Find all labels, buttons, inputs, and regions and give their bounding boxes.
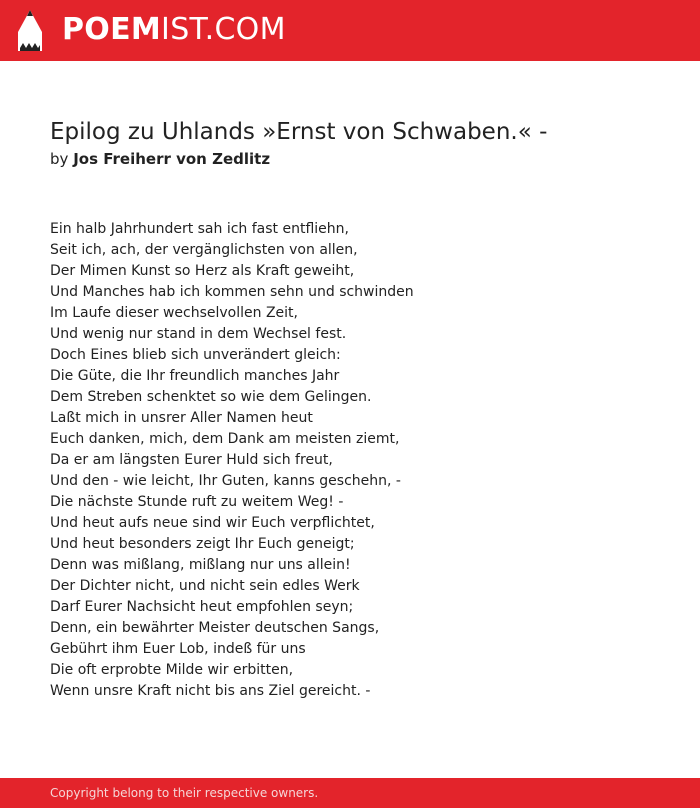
poem-line: Denn, ein bewährter Meister deutschen Sangs, — [50, 620, 380, 636]
poem-line: Laßt mich in unsrer Aller Namen heut — [50, 410, 313, 426]
poem-line: Die Güte, die Ihr freundlich manches Jahr — [50, 368, 340, 384]
poem-line: Und heut besonders zeigt Ihr Euch geneigt; — [50, 536, 355, 552]
poem-body — [50, 219, 670, 702]
poem-line: Im Laufe dieser wechselvollen Zeit, — [50, 305, 298, 321]
poem-line: Und heut aufs neue sind wir Euch verpflichtet, — [50, 515, 375, 531]
site-logo[interactable] — [62, 11, 286, 49]
poem-line: Denn was mißlang, mißlang nur uns allein! — [50, 557, 351, 573]
poem-line: Und den - wie leicht, Ihr Guten, kanns geschehn, - — [50, 473, 401, 489]
logo-bold-text: POEM — [62, 12, 162, 47]
poem-line: Euch danken, mich, dem Dank am meisten ziemt, — [50, 431, 400, 447]
site-footer — [0, 778, 700, 808]
poem-line: Doch Eines blieb sich unverändert gleich: — [50, 347, 341, 363]
site-header — [0, 0, 700, 61]
poem-line: Seit ich, ach, der vergänglichsten von allen, — [50, 242, 358, 258]
poem-line: Ein halb Jahrhundert sah ich fast entfliehn, — [50, 221, 349, 237]
copyright-text: Copyright belong to their respective owners. — [50, 786, 319, 800]
poem-line: Darf Eurer Nachsicht heut empfohlen seyn; — [50, 599, 354, 615]
poem-line: Der Dichter nicht, und nicht sein edles Werk — [50, 578, 360, 594]
by-label: by — [50, 150, 69, 168]
poem-line: Da er am längsten Eurer Huld sich freut, — [50, 452, 333, 468]
poem-line: Die oft erprobte Milde wir erbitten, — [50, 662, 294, 678]
pencil-logo-icon[interactable] — [18, 10, 42, 51]
author-name: Jos Freiherr von Zedlitz — [73, 150, 271, 168]
byline — [50, 149, 270, 169]
poem-line: Dem Streben schenktet so wie dem Gelingen. — [50, 389, 372, 405]
poem-title: Epilog zu Uhlands »Ernst von Schwaben.« - — [50, 119, 548, 145]
logo-light-text: IST.COM — [161, 12, 286, 47]
poem-line: Der Mimen Kunst so Herz als Kraft geweiht, — [50, 263, 355, 279]
poem-line: Und Manches hab ich kommen sehn und schwinden — [50, 284, 414, 300]
poem-line: Und wenig nur stand in dem Wechsel fest. — [50, 326, 347, 342]
poem-line: Wenn unsre Kraft nicht bis ans Ziel gereicht. - — [50, 683, 371, 699]
poem-line: Gebührt ihm Euer Lob, indeß für uns — [50, 641, 306, 657]
poem-line: Die nächste Stunde ruft zu weitem Weg! - — [50, 494, 344, 510]
